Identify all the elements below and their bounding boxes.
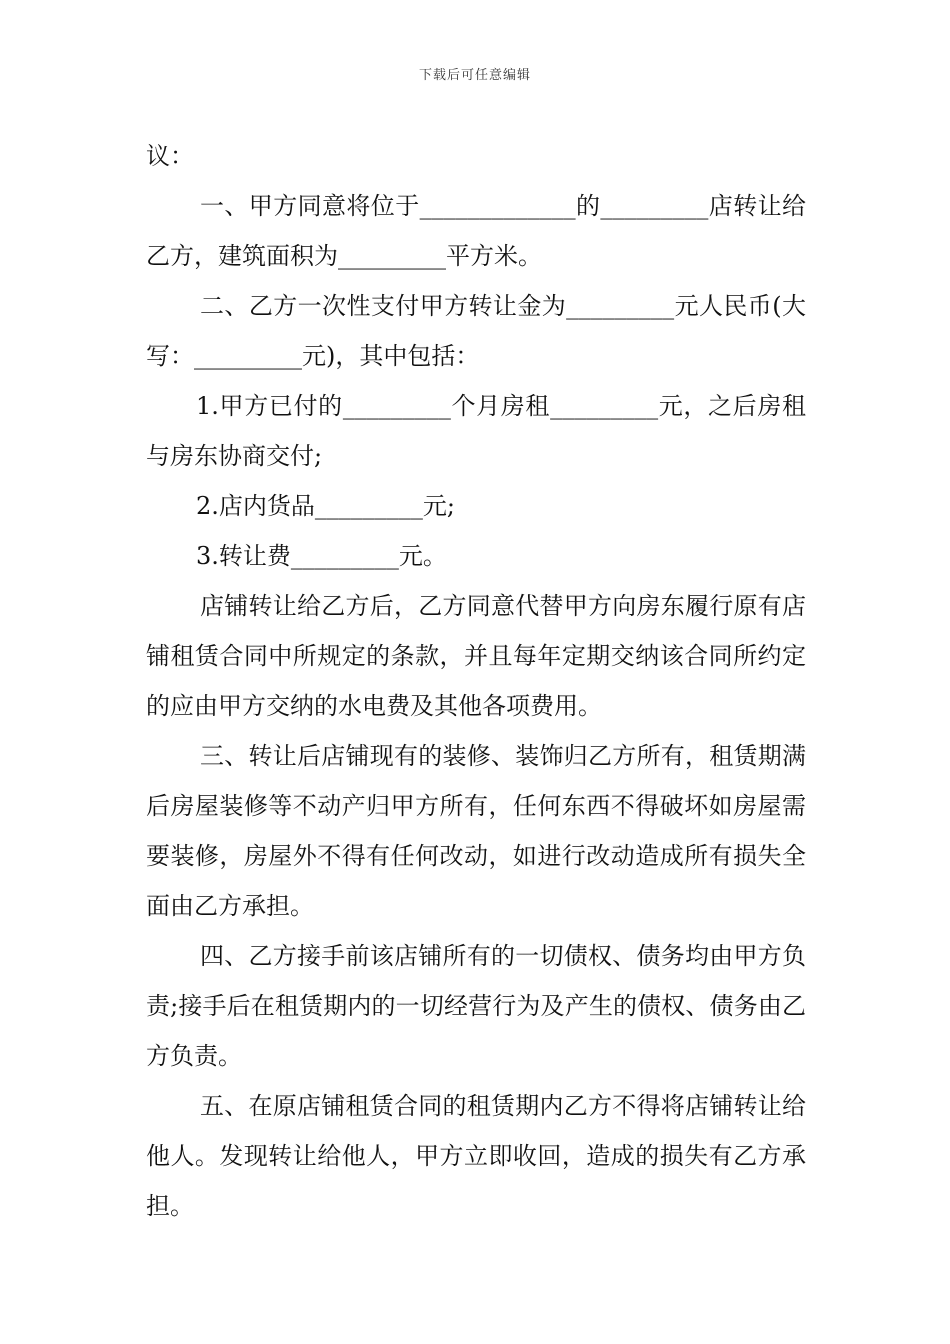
document-body: [146, 131, 806, 1231]
clause-4: 四、乙方接手前该店铺所有的一切债权、债务均由甲方负责;接手后在租赁期内的一切经营行为及产生的债权、债务由乙方负责。: [146, 942, 806, 1070]
clause-2: 二、乙方一次性支付甲方转让金为_________元人民币(大写：_________元)，其中包括：: [146, 292, 806, 370]
clause-1: 一、甲方同意将位于_____________的_________店转让给乙方，建筑面积为_________平方米。: [146, 192, 806, 270]
clause-2-item-1: 1.甲方已付的_________个月房租_________元，之后房租与房东协商交付;: [146, 392, 806, 470]
transfer-obligation-paragraph: 店铺转让给乙方后，乙方同意代替甲方向房东履行原有店铺租赁合同中所规定的条款，并且每年定期交纳该合同所约定的应由甲方交纳的水电费及其他各项费用。: [146, 592, 806, 720]
clause-5: 五、在原店铺租赁合同的租赁期内乙方不得将店铺转让给他人。发现转让给他人，甲方立即收回，造成的损失有乙方承担。: [146, 1092, 806, 1220]
clause-3: 三、转让后店铺现有的装修、装饰归乙方所有，租赁期满后房屋装修等不动产归甲方所有，任何东西不得破坏如房屋需要装修，房屋外不得有任何改动，如进行改动造成所有损失全面由乙方承担。: [146, 742, 806, 920]
paragraph-continuation: 议：: [146, 142, 194, 170]
page-header: 下载后可任意编辑: [418, 68, 531, 83]
clause-2-item-2: 2.店内货品_________元;: [196, 492, 455, 520]
clause-2-item-3: 3.转让费_________元。: [196, 542, 447, 570]
